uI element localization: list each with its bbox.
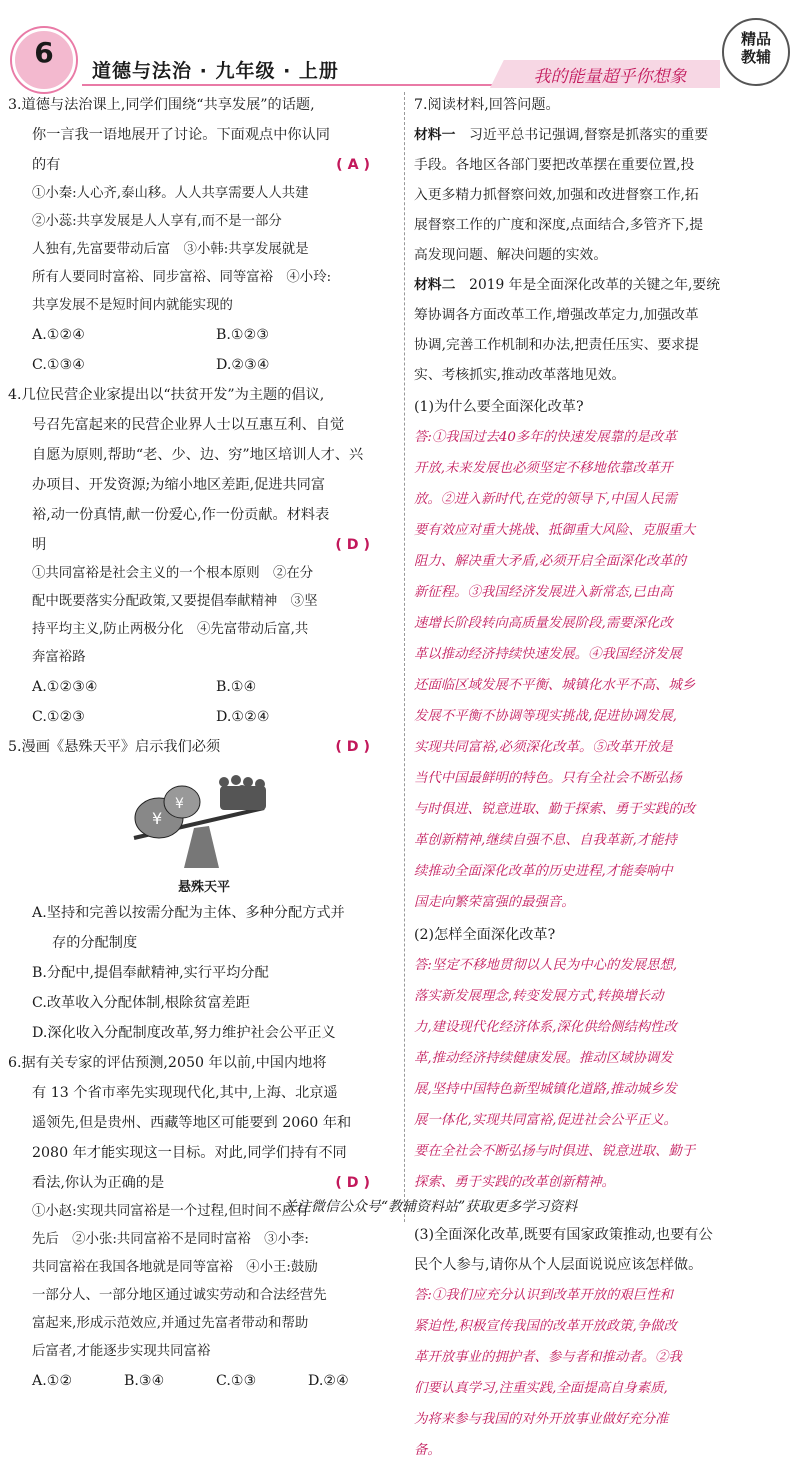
- answer-1-line: 革创新精神,继续自强不息、自我革新,才能持: [414, 833, 677, 848]
- right-column: [414, 90, 792, 1466]
- q6-line-2: 有 13 个省市率先实现现代化,其中,上海、北京遥: [32, 1085, 338, 1101]
- answer-3-line: 为将来参与我国的对外开放事业做好充分准: [414, 1412, 669, 1427]
- q5-option-a-2: 存的分配制度: [52, 935, 138, 951]
- question-4: [8, 380, 400, 732]
- sub-question-3-line-1: (3)全面深化改革,既要有国家政策推动,也要有公: [414, 1227, 713, 1243]
- q3-stem-1: 3.道德与法治课上,同学们围绕“共享发展”的话题,: [8, 97, 315, 113]
- answer-3-line: 革开放事业的拥护者、参与者和推动者。②我: [414, 1350, 682, 1365]
- q6-statement-3: 共同富裕在我国各地就是同等富裕 ④小王:鼓励: [32, 1260, 318, 1275]
- q3-answer: ( A ): [336, 157, 370, 173]
- question-3: [8, 90, 400, 380]
- answer-2-line: 展,坚持中国特色新型城镇化道路,推动城乡发: [414, 1082, 677, 1097]
- answer-1-line: 实现共同富裕,必须深化改革。⑤改革开放是: [414, 740, 673, 755]
- material-two-line: 2019 年是全面深化改革的关键之年,要统: [455, 277, 721, 293]
- q5-option-c: C.改革收入分配体制,根除贫富差距: [32, 995, 250, 1011]
- q6-line-5: 看法,你认为正确的是: [32, 1175, 165, 1191]
- answer-3-line: 紧迫性,积极宣传我国的改革开放政策,争做改: [414, 1319, 677, 1334]
- q5-option-b: B.分配中,提倡奉献精神,实行平均分配: [32, 965, 269, 981]
- material-one-line: 手段。各地区各部门要把改革摆在重要位置,投: [414, 157, 695, 173]
- material-two-label: 材料二: [414, 277, 456, 293]
- q6-line-3: 遥领先,但是贵州、西藏等地区可能要到 2060 年和: [32, 1115, 352, 1131]
- answer-1-line: 放。②进入新时代,在党的领导下,中国人民需: [414, 492, 677, 507]
- q3-choice-c: C.①③④: [32, 357, 86, 373]
- q6-choice-c: C.①③: [216, 1373, 257, 1389]
- answer-2-line: 要在全社会不断弘扬与时俱进、锐意进取、勤于: [414, 1144, 696, 1159]
- q6-line-1: 6.据有关专家的评估预测,2050 年以前,中国内地将: [8, 1055, 327, 1071]
- sub-question-2: (2)怎样全面深化改革?: [414, 927, 556, 943]
- handwritten-answer-1: [414, 422, 792, 918]
- answer-1-line: 发展不平衡不协调等现实挑战,促进协调发展,: [414, 709, 677, 724]
- q3-statement-5: 共享发展不是短时间内就能实现的: [32, 298, 233, 313]
- question-6: [8, 1048, 400, 1396]
- q4-answer: ( D ): [335, 537, 370, 553]
- q6-choice-d: D.②④: [308, 1373, 349, 1389]
- balance-scale-icon: [124, 768, 274, 878]
- q3-statement-4: 所有人要同时富裕、同步富裕、同等富裕 ④小玲:: [32, 270, 332, 285]
- answer-1-line: 速增长阶段转向高质量发展阶段,需要深化改: [414, 616, 673, 631]
- q4-line-5: 裕,动一份真情,献一份爱心,作一份贡献。材料表: [32, 507, 330, 523]
- q4-choice-b: B.①④: [216, 679, 257, 695]
- sub-question-3-line-2: 民个人参与,请你从个人层面说说应该怎样做。: [414, 1257, 703, 1273]
- publisher-logo-text: [722, 30, 790, 66]
- answer-2-line: 探索、勇于实践的改革创新精神。: [414, 1175, 615, 1190]
- q4-line-1: 4.几位民营企业家提出以“扶贫开发”为主题的倡议,: [8, 387, 325, 403]
- q6-statement-5: 富起来,形成示范效应,并通过先富者带动和帮助: [32, 1316, 309, 1331]
- q5-stem-row: [8, 732, 400, 762]
- q4-choice-a: A.①②③④: [32, 679, 98, 695]
- answer-1-line: 国走向繁荣富强的最强音。: [414, 895, 575, 910]
- q4-line-6-row: [8, 530, 400, 560]
- material-one-line: 高发现问题、解决问题的实效。: [414, 247, 608, 263]
- column-divider: [404, 92, 405, 1222]
- q3-choices: [8, 320, 400, 380]
- q6-statement-6: 后富者,才能逐步实现共同富裕: [32, 1344, 211, 1359]
- material-one-line: 习近平总书记强调,督察是抓落实的重要: [455, 127, 709, 143]
- answer-1-line: 当代中国最鲜明的特色。只有全社会不断弘扬: [414, 771, 682, 786]
- q7-stem: 7.阅读材料,回答问题。: [414, 97, 560, 113]
- material-one: [414, 120, 792, 270]
- book-title: 道德与法治 · 九年级 · 上册: [92, 60, 339, 82]
- q4-choice-d: D.①②④: [216, 709, 270, 725]
- answer-1-line: 续推动全面深化改革的历史进程,才能奏响中: [414, 864, 673, 879]
- balance-cartoon-illustration: [124, 768, 274, 878]
- q6-line-5-row: [8, 1168, 400, 1198]
- answer-1-line: 新征程。③我国经济发展进入新常态,已由高: [414, 585, 673, 600]
- q3-choice-a: A.①②④: [32, 327, 85, 343]
- svg-text:¥: ¥: [152, 809, 163, 828]
- q3-stem-3-row: [8, 150, 400, 180]
- answer-1-line: 还面临区域发展不平衡、城镇化水平不高、城乡: [414, 678, 696, 693]
- q3-choice-d: D.②③④: [216, 357, 270, 373]
- q4-line-4: 办项目、开发资源;为缩小地区差距,促进共同富: [32, 477, 326, 493]
- q4-choice-c: C.①②③: [32, 709, 86, 725]
- q4-statement-3: 持平均主义,防止两极分化 ④先富带动后富,共: [32, 622, 309, 637]
- material-two-line: 筹协调各方面改革工作,增强改革定力,加强改革: [414, 307, 699, 323]
- q3-statement-3: 人独有,先富要带动后富 ③小韩:共享发展就是: [32, 242, 309, 257]
- answer-1-line: 与时俱进、锐意进取、勤于探索、勇于实践的改: [414, 802, 696, 817]
- q5-stem: 5.漫画《悬殊天平》启示我们必须: [8, 739, 221, 755]
- material-two-line: 实、考核抓实,推动改革落地见效。: [414, 367, 626, 383]
- q6-statement-4: 一部分人、一部分地区通过诚实劳动和合法经营先: [32, 1288, 327, 1303]
- material-one-label: 材料一: [414, 127, 456, 143]
- answer-2-line: 革,推动经济持续健康发展。推动区域协调发: [414, 1051, 673, 1066]
- q5-option-d: D.深化收入分配制度改革,努力维护社会公平正义: [32, 1025, 336, 1041]
- q4-choices: [8, 672, 400, 732]
- q6-line-4: 2080 年才能实现这一目标。对此,同学们持有不同: [32, 1145, 347, 1161]
- material-two: [414, 270, 792, 390]
- cartoon-caption: 悬殊天平: [177, 880, 230, 895]
- q4-line-3: 自愿为原则,帮助“老、少、边、穷”地区培训人才、兴: [32, 447, 364, 463]
- answer-1-line: 革以推动经济持续快速发展。④我国经济发展: [414, 647, 682, 662]
- answer-1-line: 答:①我国过去40多年的快速发展靠的是改革: [414, 430, 677, 445]
- q4-statement-1: ①共同富裕是社会主义的一个根本原则 ②在分: [32, 566, 314, 581]
- slogan: 我的能量超乎你想象: [533, 67, 687, 87]
- answer-3-line: 备。: [414, 1443, 441, 1458]
- answer-2-line: 落实新发展理念,转变发展方式,转换增长动: [414, 989, 664, 1004]
- answer-1-line: 开放,未来发展也必须坚定不移地依靠改革开: [414, 461, 673, 476]
- q3-stem-3: 的有: [32, 157, 61, 173]
- q4-line-6: 明: [32, 537, 47, 553]
- q3-statement-2: ②小蕊:共享发展是人人享有,而不是一部分: [32, 214, 282, 229]
- logo-line-1: 精品: [740, 30, 771, 48]
- answer-3-line: 们要认真学习,注重实践,全面提高自身素质,: [414, 1381, 668, 1396]
- q6-statement-1: ①小赵:实现共同富裕是一个过程,但时间不应有: [32, 1204, 309, 1219]
- answer-1-line: 要有效应对重大挑战、抵御重大风险、克服重大: [414, 523, 696, 538]
- q3-stem-2: 你一言我一语地展开了讨论。下面观点中你认同: [32, 127, 330, 143]
- material-two-line: 协调,完善工作机制和办法,把责任压实、要求提: [414, 337, 699, 353]
- handwritten-answer-3: [414, 1280, 792, 1466]
- q6-statement-2: 先后 ②小张:共同富裕不是同时富裕 ③小李:: [32, 1232, 309, 1247]
- q3-choice-b: B.①②③: [216, 327, 270, 343]
- q6-choice-b: B.③④: [124, 1373, 165, 1389]
- footer-note: 关注微信公众号“教辅资料站”获取更多学习资料: [282, 1199, 578, 1215]
- q4-statement-2: 配中既要落实分配政策,又要提倡奉献精神 ③坚: [32, 594, 318, 609]
- q6-answer: ( D ): [335, 1175, 370, 1191]
- answer-3-line: 答:①我们应充分认识到改革开放的艰巨性和: [414, 1288, 673, 1303]
- logo-line-2: 教辅: [740, 48, 771, 66]
- material-one-line: 入更多精力抓督察问效,加强和改进督察工作,拓: [414, 187, 699, 203]
- q4-statement-4: 奔富裕路: [32, 650, 86, 665]
- handwritten-answer-2: [414, 950, 792, 1198]
- svg-text:¥: ¥: [175, 796, 184, 812]
- page-number: 6: [34, 36, 54, 69]
- answer-1-line: 阻力、解决重大矛盾,必须开启全面深化改革的: [414, 554, 687, 569]
- q5-option-a-1: A.坚持和完善以按需分配为主体、多种分配方式并: [32, 905, 345, 921]
- answer-2-line: 力,建设现代化经济体系,深化供给侧结构性改: [414, 1020, 677, 1035]
- material-one-line: 展督察工作的广度和深度,点面结合,多管齐下,提: [414, 217, 704, 233]
- question-5: [8, 732, 400, 1048]
- sub-question-1: (1)为什么要全面深化改革?: [414, 399, 584, 415]
- q3-statement-1: ①小秦:人心齐,泰山移。人人共享需要人人共建: [32, 186, 309, 201]
- answer-2-line: 展一体化,实现共同富裕,促进社会公平正义。: [414, 1113, 677, 1128]
- header-divider: [82, 84, 502, 86]
- answer-2-line: 答:坚定不移地贯彻以人民为中心的发展思想,: [414, 958, 678, 973]
- q5-answer: ( D ): [335, 739, 370, 755]
- q6-choices: [8, 1366, 400, 1396]
- q6-choice-a: A.①②: [32, 1373, 73, 1389]
- q4-line-2: 号召先富起来的民营企业界人士以互惠互利、自觉: [32, 417, 345, 433]
